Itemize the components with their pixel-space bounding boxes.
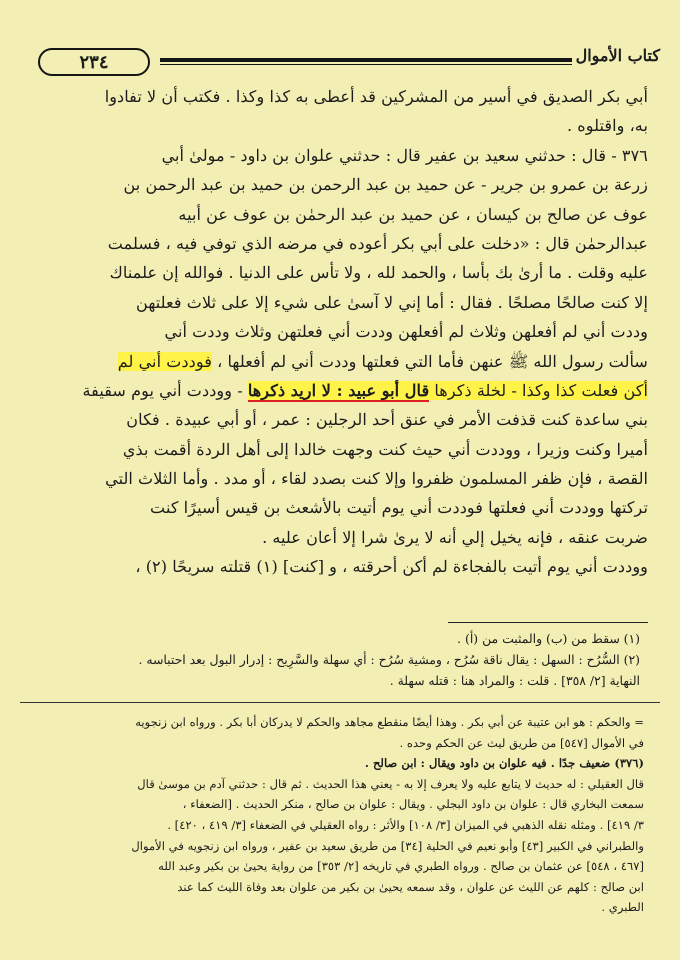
takhrij-line: في الأموال [٥٤٧] من طريق ليث عن الحكم وحده . [399, 735, 644, 750]
takhrij-line: سمعت البخاري قال : علوان بن داود البجلي . ويقال : علوان بن صالح ، منكر الحديث . [الضعفاء ، [182, 797, 644, 812]
text-line [32, 347, 648, 376]
text-line [32, 376, 648, 405]
text-line: عبدالرحمٰن قال : «دخلت على أبي بكر أعوده في مرضه الذي توفي فيه ، فسلمت [107, 233, 648, 253]
takhrij-line: الطبري . [601, 900, 644, 915]
text-line: وددت أني لم أفعلهن وثلاث لم أفعلهن وددت أني فعلتهن وثلاث وددت أني [164, 322, 648, 342]
page-number-label: ٢٣٤ [79, 51, 109, 73]
text-line: أميرا وكنت وزيرا ، ووددت أني حيث كنت وجهت خالدا إلى أهل الردة أقمت بذي [122, 439, 648, 459]
text-line: القصة ، فإن ظفر المسلمون ظفروا وإلا كنت بصدد لقاء ، أو مدد . وأما الثلاث التي [105, 469, 648, 489]
takhrij-line: قال العقيلي : له حديث لا يتابع عليه ولا يعرف إلا به - يعني هذا الحديث . ثم قال : حدثني آدم بن موسىٰ قال [137, 776, 644, 791]
text-line: تركتها ووددت أني فعلتها فوددت أني يوم أتيت بالأشعث بن قيس أسيرًا كنت [150, 498, 648, 518]
takhrij-line: ابن صالح : كلهم عن الليث عن علوان ، وقد سمعه يحيىٰ بن بكير من علوان بعد وفاة الليث كما عند [177, 879, 644, 894]
page-header [20, 44, 660, 84]
book-title: كتاب الأموال [575, 46, 660, 65]
text-line: بني ساعدة كنت قذفت الأمر في عنق أحد الرجلين : عمر ، أو أبي عبيدة . فكان [126, 410, 648, 430]
text-segment: سألت رسول الله ﷺ عنهن فأما التي فعلتها وددت أني لم أفعلها ، [211, 351, 648, 371]
main-text [32, 82, 648, 582]
text-segment: - ووددت أني يوم سقيفة [82, 380, 248, 400]
page-number [38, 48, 150, 76]
text-line: ووددت أني يوم أتيت بالفجاءة لم أكن أحرقته ، و [كنت] (١) قتلته سريحًا (٢) ، [135, 557, 648, 577]
text-line: به، واقتلوه . [567, 116, 648, 136]
text-line: عليه وقلت . ما أرىٰ بك بأسا ، والحمد لله ، ولا تأس على الدنيا . فوالله إن علمناك [109, 263, 648, 283]
underlined-highlight: قال أبو عبيد : لا اريد ذكرها [247, 380, 430, 400]
takhrij-rule [20, 702, 660, 703]
text-line: أبي بكر الصديق في أسير من المشركين قد أعطى به كذا وكذا . فكتب أن لا تفادوا [104, 87, 648, 106]
header-rule [160, 58, 572, 62]
text-line: عوف عن صالح بن كيسان ، عن حميد بن عبد الرحمٰن بن عوف عن أبيه [178, 204, 648, 224]
footnotes [40, 628, 640, 691]
takhrij-line: (٣٧٦) ضعيف جدًا . فيه علوان بن داود ويقال : ابن صالح . [364, 756, 644, 771]
footnote-line: النهاية [٢/ ٣٥٨] . قلت : والمراد هنا : قتله سهلة . [389, 673, 640, 688]
footnote-line: (٢) السُّرُح : السهل : يقال ناقة سُرُح ، ومشية سُرُح : أي سهلة والسَّرِيح : إدرار البول بعد احتباسه . [138, 652, 640, 667]
text-line: زرعة بن عمرو بن جرير - عن حميد بن عبد الرحمن بن حميد بن عبد الرحمن بن [123, 175, 648, 195]
text-line: إلا كنت صالحًا مصلحًا . فقال : أما إني لا آسىٰ على شيء إلا على ثلاث فعلتهن [136, 292, 648, 312]
highlighted-text: فوددت أني لم [117, 351, 212, 371]
header-rule-thin [160, 64, 572, 65]
takhrij-line: والطبراني في الكبير [٤٣] وأبو نعيم في الحلية [٣٤] من طريق سعيد بن عفير ، ورواه ابن زنجويه في الأموال [131, 838, 644, 853]
text-line: ٣٧٦ - قال : حدثني سعيد بن عفير قال : حدثني علوان بن داود - مولىٰ أبي [161, 145, 648, 165]
text-line: ضربت عنقه ، فإنه يخيل إلي أنه لا يرىٰ شرا إلا أعان عليه . [262, 527, 648, 547]
footnote-rule [448, 622, 648, 623]
takhrij-line: ٣/ ٤١٩] . ومثله نقله الذهبي في الميزان [٣/ ١٠٨] والأثر : رواه العقيلي في الضعفاء [٣/ ٤١٩ ، ٤٢٠] . [167, 817, 644, 832]
takhrij-line: = والحكم : هو ابن عتيبة عن أبي بكر . وهذا أيضًا منقطع مجاهد والحكم لا يدركان أبا بكر . ورواه ابن زنجويه [135, 715, 644, 729]
takhrij-notes [32, 712, 644, 918]
footnote-line: (١) سقط من (ب) والمثبت من (أ) . [457, 631, 640, 646]
highlighted-text: أكن فعلت كذا وكذا - لخلة ذكرها [429, 380, 648, 400]
takhrij-line: [٤٦٧ ، ٥٤٨] عن عثمان بن صالح . ورواه الطبري في تاريخه [٢/ ٣٥٣] من رواية يحيىٰ بن بكير وعبد الله [158, 859, 644, 874]
